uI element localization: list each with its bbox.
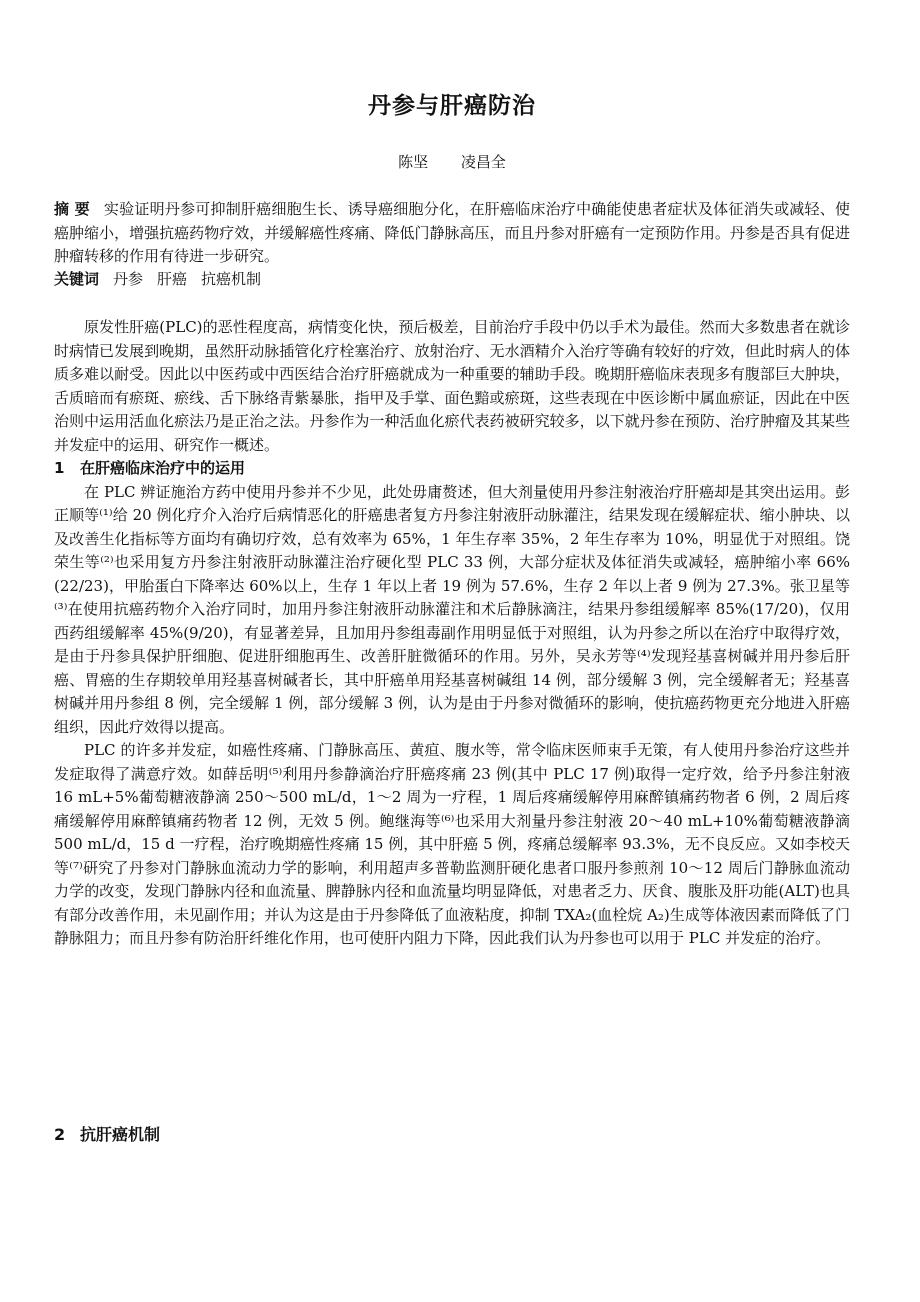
abstract-text: 实验证明丹参可抑制肝癌细胞生长、诱导癌细胞分化，在肝癌临床治疗中确能使患者症状及体征消失或减轻、使癌肿缩小，增强抗癌药物疗效，并缓解癌性疼痛、降低门静脉高压，而且丹参对肝癌有一定预防作用。丹参是否具有促进肿瘤转移的作用有待进一步研究。 xyxy=(54,200,850,265)
paper-body xyxy=(54,316,850,951)
intro-paragraph: 原发性肝癌(PLC)的恶性程度高，病情变化快，预后极差，目前治疗手段中仍以手术为最佳。然而大多数患者在就诊时病情已发展到晚期，虽然肝动脉插管化疗栓塞治疗、放射治疗、无水酒精介入治疗等确有较好的疗效，但此时病人的体质多难以耐受。因此以中医药或中西医结合治疗肝癌就成为一种重要的辅助手段。晚期肝癌临床表现多有腹部巨大肿块，舌质暗而有瘀斑、瘀线、舌下脉络青紫暴胀，指甲及手掌、面色黯或瘀斑，这些表现在中医诊断中属血瘀证，因此在中医治则中运用活血化瘀法乃是正治之法。丹参作为一种活血化瘀代表药被研究较多，以下就丹参在预防、治疗肿瘤及其某些并发症中的运用、研究作一概述。 xyxy=(54,318,850,454)
keyword: 丹参 xyxy=(113,270,144,288)
section-title: 抗肝癌机制 xyxy=(80,1125,161,1144)
author-list xyxy=(54,150,850,174)
paper-title: 丹参与肝癌防治 xyxy=(368,93,536,119)
keywords xyxy=(54,268,850,292)
section-number: 1 xyxy=(54,459,65,477)
section-heading xyxy=(54,457,850,481)
abstract-label: 摘 要 xyxy=(54,200,90,218)
abstract xyxy=(54,198,850,269)
section-heading xyxy=(54,1122,160,1148)
body-paragraph: PLC 的许多并发症，如癌性疼痛、门静脉高压、黄疸、腹水等，常令临床医师束手无策，有人使用丹参治疗这些并发症取得了满意疗效。如薛岳明⁽⁵⁾利用丹参静滴治疗肝癌疼痛 23 例(其中 PLC 17 例)取得一定疗效，给予丹参注射液 16 mL+5%葡萄糖液静滴 250～500 mL/d，1～2 周为一疗程，1 周后疼痛缓解停用麻醉镇痛药物者 6 例，2 周后疼痛缓解停用麻醉镇痛药物者 12 例，无效 5 例。鲍继海等⁽⁶⁾也采用大剂量丹参注射液 20～40 mL+10%葡萄糖液静滴 500 mL/d，15 d 一疗程，治疗晚期癌性疼痛 15 例，其中肝癌 5 例，疼痛总缓解率 93.3%，无不良反应。又如李校天等⁽⁷⁾研究了丹参对门静脉血流动力学的影响，利用超声多普勒监测肝硬化患者口服丹参煎剂 10～12 周后门静脉血流动力学的改变，发现门静脉内径和血流量、脾静脉内径和血流量均明显降低，对患者乏力、厌食、腹胀及肝功能(ALT)也具有部分改善作用，未见副作用；并认为这是由于丹参降低了血液粘度，抑制 TXA₂(血栓烷 A₂)生成等体液因素而降低了门静脉阻力；而且丹参有防治肝纤维化作用，也可使肝内阻力下降，因此我们认为丹参也可以用于 PLC 并发症的治疗。 xyxy=(54,741,850,947)
body-paragraph: 在 PLC 辨证施治方药中使用丹参并不少见，此处毋庸赘述，但大剂量使用丹参注射液治疗肝癌却是其突出运用。彭正顺等⁽¹⁾给 20 例化疗介入治疗后病情恶化的肝癌患者复方丹参注射液肝动脉灌注，结果发现在缓解症状、缩小肿块、以及改善生化指标等方面均有确切疗效，总有效率为 65%，1 年生存率 35%，2 年生存率为 10%，明显优于对照组。饶荣生等⁽²⁾也采用复方丹参注射液肝动脉灌注治疗硬化型 PLC 33 例，大部分症状及体征消失或减轻，癌肿缩小率 66%(22/23)，甲胎蛋白下降率达 60%以上，生存 1 年以上者 19 例为 57.6%，生存 2 年以上者 9 例为 27.3%。张卫星等⁽³⁾在使用抗癌药物介入治疗同时，加用丹参注射液肝动脉灌注和术后静脉滴注，结果丹参组缓解率 85%(17/20)，仅用西药组缓解率 45%(9/20)，有显著差异，且加用丹参组毒副作用明显低于对照组，认为丹参之所以在治疗中取得疗效，是由于丹参具保护肝细胞、促进肝细胞再生、改善肝脏微循环的作用。另外，吴永芳等⁽⁴⁾发现羟基喜树碱并用丹参后肝癌、胃癌的生存期较单用羟基喜树碱者长，其中肝癌单用羟基喜树碱组 14 例，部分缓解 3 例，完全缓解者无；羟基喜树碱并用丹参组 8 例，完全缓解 1 例，部分缓解 3 例，认为是由于丹参对微循环的影响，使抗癌药物更充分地进入肝癌组织，因此疗效得以提高。 xyxy=(54,482,850,736)
keyword: 肝癌 xyxy=(157,270,188,288)
keyword: 抗癌机制 xyxy=(201,270,262,288)
section-number: 2 xyxy=(54,1125,66,1144)
keywords-label: 关键词 xyxy=(54,270,100,288)
author-name: 陈坚 xyxy=(398,153,429,171)
author-name: 凌昌全 xyxy=(460,153,506,171)
section-title: 在肝癌临床治疗中的运用 xyxy=(80,459,246,477)
